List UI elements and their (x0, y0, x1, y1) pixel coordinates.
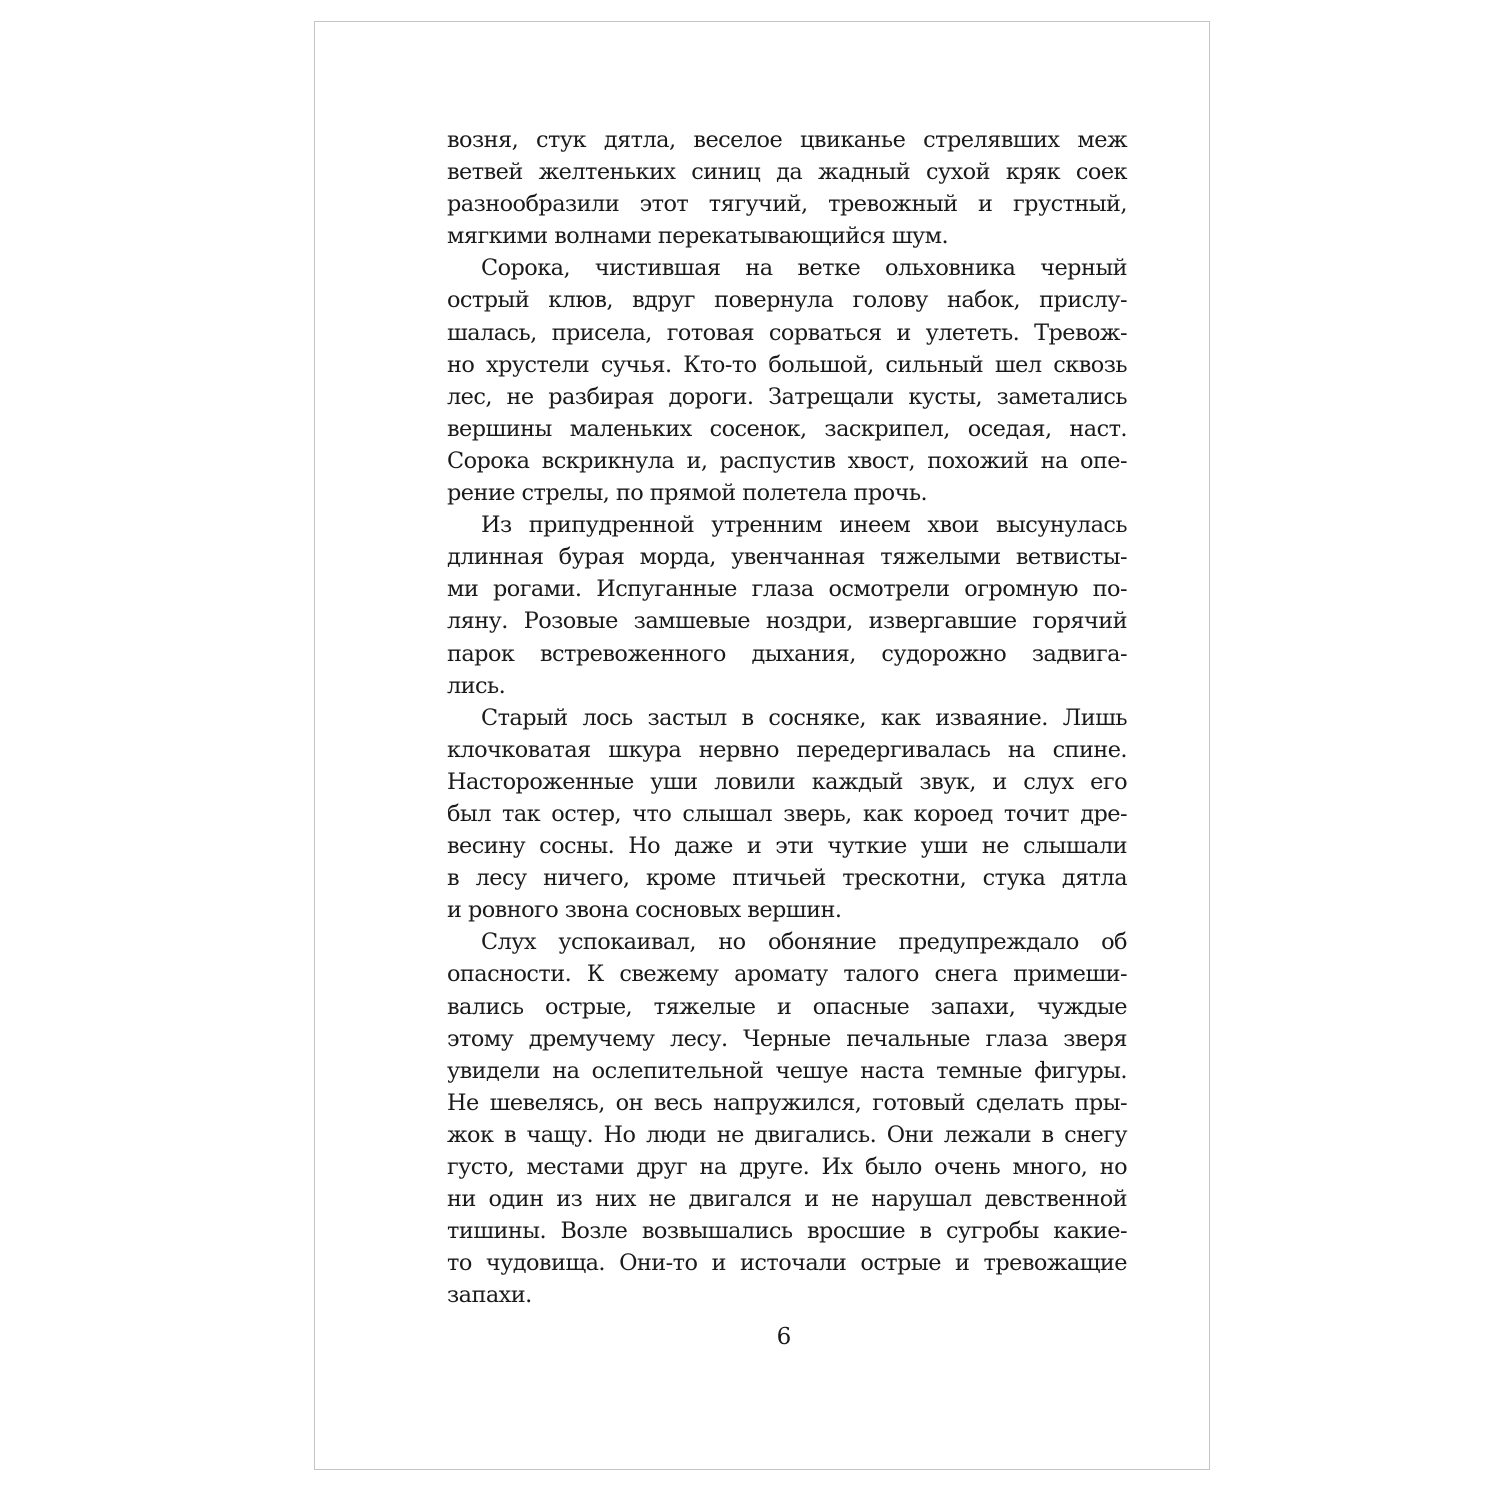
text-line: ветвей желтеньких синиц да жадный сухой кряк соек (447, 159, 1127, 186)
text-line: опасности. К свежему аромату талого снега примеши- (447, 961, 1127, 988)
text-line: Настороженные уши ловили каждый звук, и слух его (447, 768, 1127, 795)
text-line: мягкими волнами перекатывающийся шум. (447, 223, 949, 250)
text-line: Не шевелясь, он весь напружился, готовый сделать пры- (447, 1089, 1127, 1116)
text-line: увидели на ослепительной чешуе наста темные фигуры. (447, 1057, 1127, 1084)
text-line: вались острые, тяжелые и опасные запахи, чуждые (447, 993, 1127, 1020)
paragraph (447, 702, 1127, 927)
text-line: жок в чащу. Но люди не двигались. Они лежали в снегу (447, 1121, 1127, 1148)
text-line: ми рогами. Испуганные глаза осмотрели огромную по- (447, 576, 1127, 603)
page-number: 6 (776, 1324, 792, 1350)
text-line: то чудовища. Они-то и источали острые и тревожащие (447, 1250, 1127, 1277)
text-line: густо, местами друг на друге. Их было очень много, но (447, 1154, 1127, 1180)
text-line: лись. (447, 672, 506, 699)
text-line: рение стрелы, по прямой полетела прочь. (447, 480, 928, 507)
text-line: шалась, присела, готовая сорваться и улететь. Тревож- (447, 319, 1127, 346)
text-line: длинная бурая морда, увенчанная тяжелыми ветвисты- (447, 544, 1127, 571)
text-line: Старый лось застыл в сосняке, как изваяние. Лишь (481, 704, 1127, 731)
text-line: Сорока, чистившая на ветке ольховника черный (481, 255, 1127, 282)
text-line: вершины маленьких сосенок, заскрипел, оседая, наст. (447, 415, 1127, 442)
text-line: лес, не разбирая дороги. Затрещали кусты, заметались (447, 383, 1127, 410)
text-line: в лесу ничего, кроме птичьей трескотни, стука дятла (447, 865, 1127, 892)
paragraph (447, 926, 1127, 1311)
text-line: и ровного звона сосновых вершин. (447, 897, 842, 924)
text-line: парок встревоженного дыхания, судорожно задвига- (447, 640, 1127, 667)
text-line: но хрустели сучья. Кто-то большой, сильный шел сквозь (447, 351, 1127, 378)
book-page (314, 21, 1210, 1470)
text-line: тишины. Возле возвышались вросшие в сугробы какие- (447, 1218, 1127, 1245)
text-line: клочковатая шкура нервно передергивалась на спине. (447, 736, 1127, 763)
body-text (447, 124, 1127, 1311)
text-line: ни один из них не двигался и не нарушал девственной (447, 1186, 1127, 1213)
paragraph (447, 509, 1127, 702)
text-line: весину сосны. Но даже и эти чуткие уши не слышали (447, 833, 1127, 860)
text-line: возня, стук дятла, веселое цвиканье стрелявших меж (447, 127, 1127, 153)
text-line: острый клюв, вдруг повернула голову набок, прислу- (447, 287, 1127, 314)
text-line: Слух успокаивал, но обоняние предупреждало об (481, 929, 1127, 956)
text-line: разнообразили этот тягучий, тревожный и грустный, (447, 191, 1127, 218)
text-line: Из припудренной утренним инеем хвои высунулась (481, 512, 1127, 539)
text-line: ляну. Розовые замшевые ноздри, извергавшие горячий (447, 608, 1127, 635)
paragraph (447, 124, 1127, 252)
text-line: этому дремучему лесу. Черные печальные глаза зверя (447, 1025, 1127, 1052)
text-line: Сорока вскрикнула и, распустив хвост, похожий на опе- (447, 447, 1127, 474)
text-line: запахи. (447, 1282, 532, 1309)
paragraph (447, 252, 1127, 509)
text-line: был так остер, что слышал зверь, как короед точит дре- (447, 800, 1127, 827)
